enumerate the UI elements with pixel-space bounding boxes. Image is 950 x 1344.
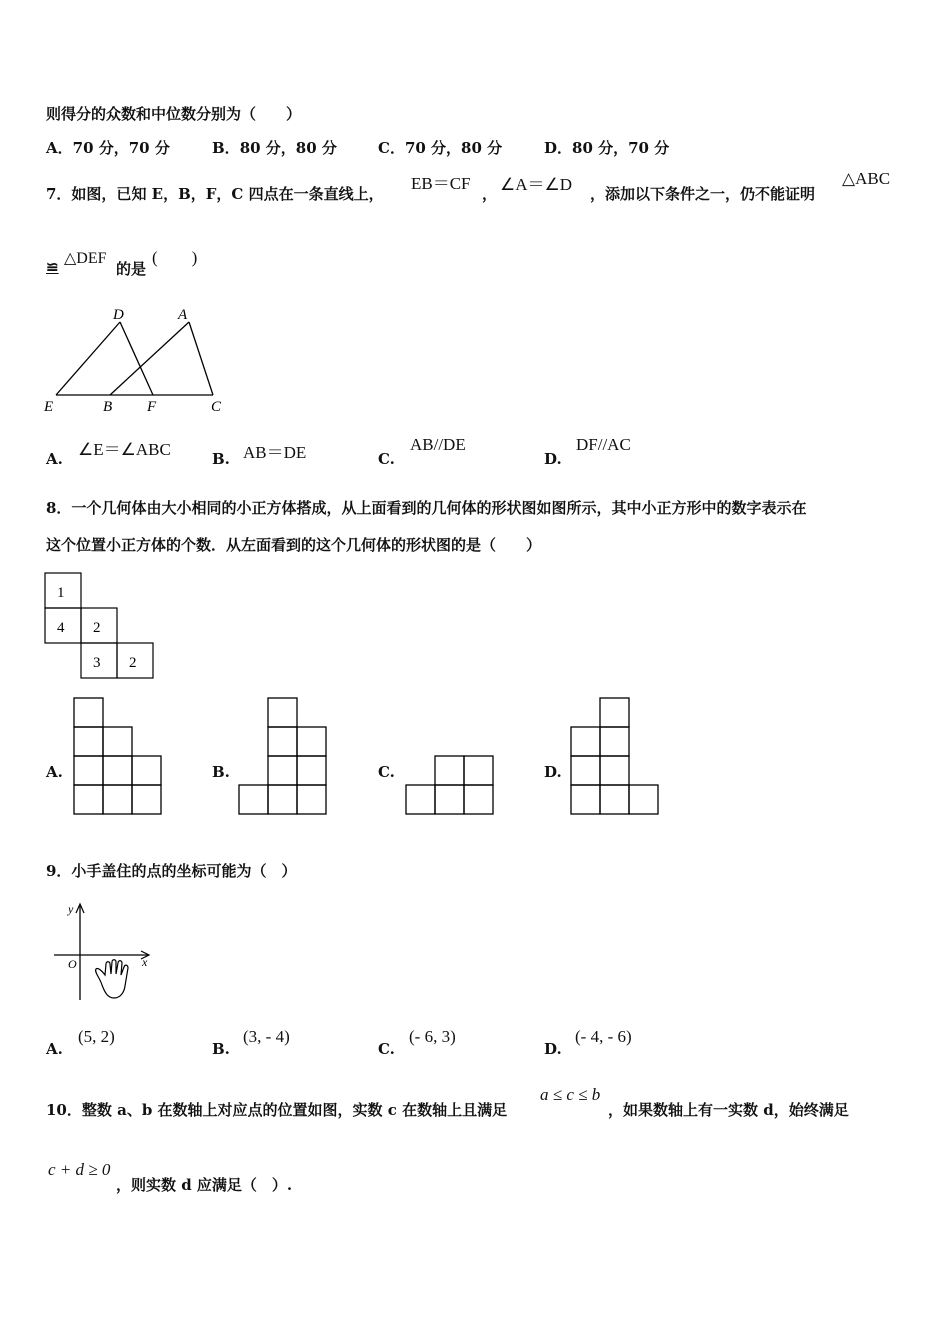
q7-stem-part3: 的是 <box>116 260 147 278</box>
origin-label: O <box>68 957 77 971</box>
top-view-num-4: 3 <box>93 655 101 671</box>
q7-option-b-label[interactable]: B. <box>212 450 230 468</box>
q10-stem-part2: ，如果数轴上有一实数 d，始终满足 <box>608 1101 849 1119</box>
q9-option-b-math[interactable]: (3, - 4) <box>243 1027 290 1046</box>
label-c: C <box>211 399 222 415</box>
axis-y-label: y <box>68 902 74 916</box>
q7-option-c-math[interactable]: AB//DE <box>410 435 466 454</box>
label-d: D <box>113 307 124 323</box>
q6-option-b[interactable]: B．80 分，80 分 <box>212 139 337 157</box>
q9-option-c-label[interactable]: C. <box>378 1040 395 1058</box>
q8-option-a[interactable]: A. <box>46 763 63 781</box>
q7-paren: ( ) <box>152 248 198 267</box>
q7-congruent-sign: ≌ <box>46 258 59 276</box>
q7-option-b-math[interactable]: AB＝DE <box>243 443 307 462</box>
q9-figure <box>44 900 154 1005</box>
q7-stem-part2: ，添加以下条件之一，仍不能证明 <box>590 185 816 203</box>
q9-option-c-math[interactable]: (- 6, 3) <box>409 1027 456 1046</box>
q7-math-def: △DEF <box>64 250 107 267</box>
q8-option-c[interactable]: C. <box>378 763 395 781</box>
q9-option-a-label[interactable]: A. <box>46 1040 63 1058</box>
q8-option-b[interactable]: B. <box>212 763 230 781</box>
top-view-num-3: 2 <box>93 620 101 636</box>
q8-option-d-figure <box>570 697 660 817</box>
q10-stem-part3: ，则实数 d 应满足（ ）. <box>116 1176 293 1194</box>
q8-option-a-figure <box>73 697 163 817</box>
q7-comma: ， <box>482 185 498 203</box>
axis-x-label: x <box>142 955 148 969</box>
q8-option-d[interactable]: D. <box>544 763 562 781</box>
top-view-num-1: 1 <box>57 585 65 601</box>
label-b: B <box>103 399 113 415</box>
q8-stem-line1: 8．一个几何体由大小相同的小正方体搭成，从上面看到的几何体的形状图如图所示，其中小正方形中的数字表示在 <box>46 499 807 517</box>
q7-math-abc: △ABC <box>842 169 891 188</box>
q7-option-d-math[interactable]: DF//AC <box>576 435 631 454</box>
q9-option-d-math[interactable]: (- 4, - 6) <box>575 1027 632 1046</box>
top-view-num-5: 2 <box>129 655 137 671</box>
q7-option-a-math[interactable]: ∠E＝∠ABC <box>78 440 171 459</box>
q8-option-b-figure <box>238 697 328 817</box>
label-f: F <box>147 399 157 415</box>
q6-stem: 则得分的众数和中位数分别为（ ） <box>46 105 302 123</box>
q9-option-b-label[interactable]: B. <box>212 1040 230 1058</box>
q7-figure <box>40 305 240 420</box>
q9-option-a-math[interactable]: (5, 2) <box>78 1027 115 1046</box>
q7-math-angle: ∠A＝∠D <box>500 175 573 194</box>
q9-stem: 9．小手盖住的点的坐标可能为（ ） <box>46 862 297 880</box>
q7-option-a-label[interactable]: A. <box>46 450 63 468</box>
q7-math-eb-cf: EB＝CF <box>411 174 471 193</box>
q6-option-d[interactable]: D．80 分，70 分 <box>544 139 670 157</box>
q10-math-inequality: a ≤ c ≤ b <box>540 1085 601 1104</box>
q7-option-d-label[interactable]: D. <box>544 450 562 468</box>
q7-stem-part1: 7．如图，已知 E，B，F，C 四点在一条直线上， <box>46 185 384 203</box>
label-e: E <box>44 399 54 415</box>
q8-top-view <box>44 570 156 680</box>
q9-option-d-label[interactable]: D. <box>544 1040 562 1058</box>
q7-option-c-label[interactable]: C. <box>378 450 395 468</box>
q6-option-a[interactable]: A．70 分，70 分 <box>46 139 170 157</box>
q10-stem-part1: 10．整数 a、b 在数轴上对应点的位置如图，实数 c 在数轴上且满足 <box>46 1101 508 1119</box>
label-a: A <box>178 307 188 323</box>
hand-icon <box>96 960 128 998</box>
q6-option-c[interactable]: C．70 分，80 分 <box>378 139 503 157</box>
q8-option-c-figure <box>405 755 495 817</box>
q8-stem-line2: 这个位置小正方体的个数．从左面看到的这个几何体的形状图的是（ ） <box>46 536 542 554</box>
top-view-num-2: 4 <box>57 620 65 636</box>
q10-math-sum: c + d ≥ 0 <box>48 1160 111 1179</box>
